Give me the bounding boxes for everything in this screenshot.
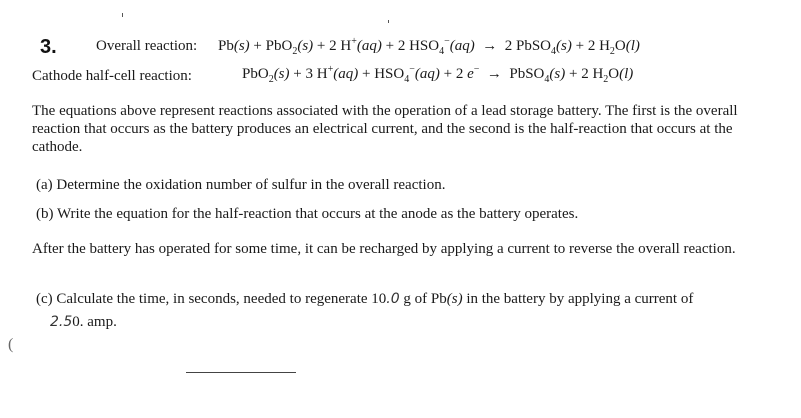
question-part-a: (a) Determine the oxidation number of sulfur in the overall reaction.: [36, 177, 446, 193]
scan-speck: [388, 20, 389, 23]
cathode-reaction-equation: PbO$_2$(s) + 3 $H^+(aq) + HSO_4^-(aq) + 2$ e− → PbSO$_4$(s) + 2 $H_2O(l)$: [242, 64, 634, 85]
question-number: 3.: [40, 36, 57, 58]
reaction-arrow: →: [482, 38, 498, 54]
handwritten-current-value: 2.5: [50, 314, 73, 330]
scan-speck: [122, 13, 123, 17]
intro-paragraph: The equations above represent reactions associated with the operation of a lead storage battery. The first is the overall reaction that occurs as the battery produces an electrical current, and the second is the half-reaction that occurs at the cathode.: [32, 103, 738, 155]
margin-mark: (: [8, 336, 14, 353]
overall-reaction-label: Overall reaction:: [96, 38, 198, 54]
question-part-c-line2: 2.50. amp.: [50, 314, 117, 330]
overall-reaction-equation: Pb(s) + PbO$_2$(s) + 2 H+(aq) + 2 $HSO_4^-(aq) \to 2$ PbSO$_4$(s) + 2 $H_2O(l)$: [218, 36, 640, 57]
question-part-c-line1: (c) Calculate the time, in seconds, needed to regenerate 10.0 g of Pb(s) in the battery by applying a current of: [36, 291, 694, 307]
cathode-reaction-label: Cathode half-cell reaction:: [32, 68, 192, 84]
handwritten-decimal: .0: [386, 291, 400, 307]
recharge-paragraph: After the battery has operated for some time, it can be recharged by applying a current to reverse the overall reaction.: [32, 241, 736, 257]
answer-underline: [186, 372, 296, 373]
reaction-arrow: →: [486, 66, 502, 82]
question-part-b: (b) Write the equation for the half-reaction that occurs at the anode as the battery operates.: [36, 206, 579, 222]
